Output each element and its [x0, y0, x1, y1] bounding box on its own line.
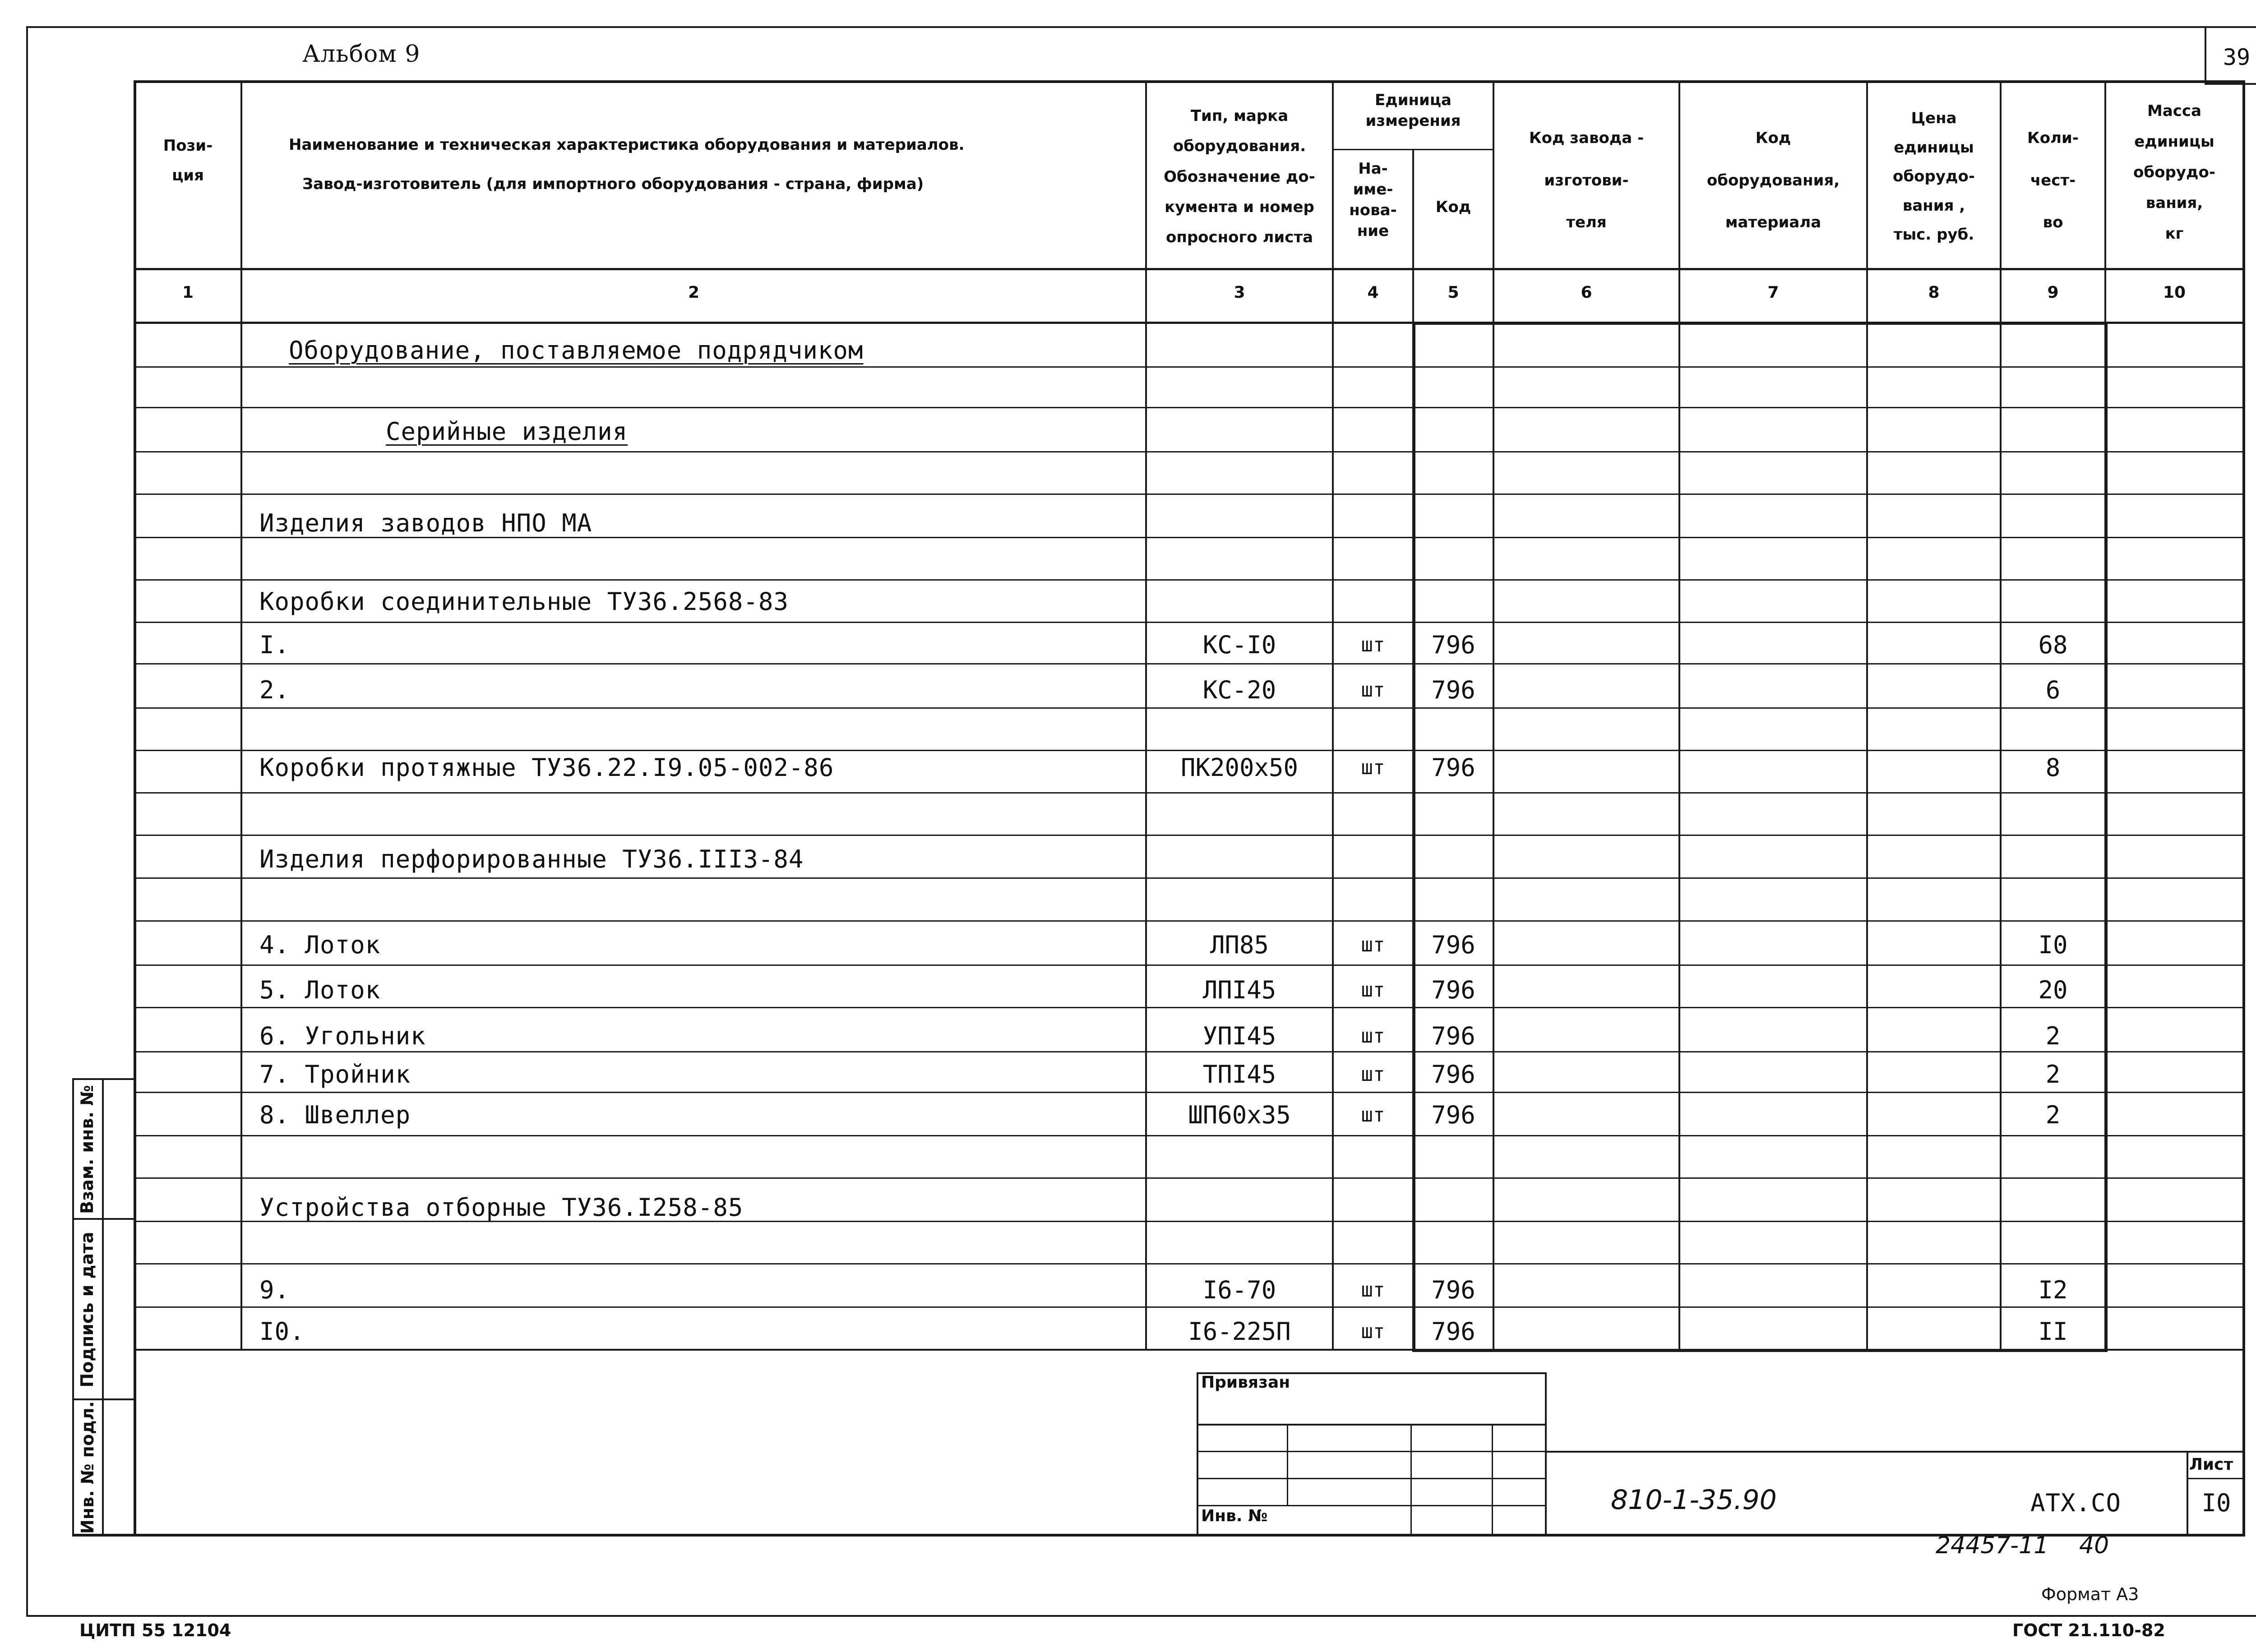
- hdr-c8: Цена единицы оборудо- вания , тыс. руб.: [1893, 109, 1975, 244]
- row-line: [134, 1051, 2245, 1052]
- row-line: [134, 494, 2245, 495]
- gost-label: ГОСТ 21.110-82: [2012, 1620, 2165, 1640]
- row-code: 796: [1431, 1101, 1475, 1129]
- col-line-7: [1866, 80, 1868, 1351]
- side-mid: [102, 1078, 104, 1537]
- row-line: [134, 964, 2245, 966]
- row-name: Изделия перфорированные ТУ36.III3-84: [259, 845, 804, 873]
- colnum-4: 4: [1367, 283, 1379, 302]
- row-name: Устройства отборные ТУ36.I258-85: [259, 1193, 744, 1222]
- row-line: [134, 622, 2245, 623]
- page-box-bottom: [2205, 83, 2256, 85]
- col-line-3: [1332, 80, 1334, 1351]
- col-line-6: [1678, 80, 1680, 1351]
- privyazan-label: Привязан: [1201, 1373, 1290, 1392]
- tb-row2: [1197, 1451, 1547, 1452]
- tb-c2: [1410, 1424, 1412, 1535]
- colnum-6: 6: [1581, 283, 1592, 302]
- album-label: Альбом 9: [302, 41, 421, 68]
- row-name: 5. Лоток: [259, 976, 381, 1004]
- row-unit: шт: [1361, 1103, 1385, 1126]
- row-name: Оборудование, поставляемое подрядчиком: [289, 336, 864, 365]
- row-type: КС-I0: [1202, 631, 1276, 659]
- row-qty: 2: [2045, 1022, 2061, 1050]
- row-line: [134, 579, 2245, 581]
- row-unit: шт: [1361, 1024, 1385, 1047]
- row-line: [134, 663, 2245, 664]
- hdr-c2: Наименование и техническая характеристика оборудования и материалов. Завод-изготовитель (для импортного оборудования - страна, фирма): [289, 136, 965, 193]
- sheet-number: I0: [2201, 1489, 2231, 1517]
- project-number: 810-1-35.90: [1611, 1484, 1777, 1516]
- row-line: [134, 750, 2245, 751]
- row-unit: шт: [1361, 1320, 1385, 1343]
- side-label-podpis: Подпись и дата: [77, 1232, 97, 1388]
- row-name: 9.: [259, 1276, 290, 1304]
- col-line-2: [1145, 80, 1147, 1351]
- table-bottom: [72, 1534, 2245, 1537]
- row-type: ШП60x35: [1188, 1101, 1291, 1129]
- hdr-c4: На- име- нова- ние: [1349, 160, 1397, 240]
- row-code: 796: [1431, 931, 1475, 959]
- table-top: [134, 80, 2245, 83]
- row-line: [134, 451, 2245, 452]
- row-type: I6-225П: [1188, 1317, 1291, 1346]
- tb-c4: [1545, 1372, 1547, 1535]
- row-name: 7. Тройник: [259, 1060, 411, 1089]
- row-type: ЛПI45: [1202, 976, 1276, 1004]
- col-line-4b: [1412, 323, 1415, 1352]
- row-type: ПК200x50: [1180, 753, 1299, 782]
- tb-row3: [1197, 1478, 1547, 1479]
- frame-top: [26, 26, 2256, 28]
- frame-left: [26, 26, 28, 1617]
- row-qty: I2: [2038, 1276, 2068, 1304]
- row-type: КС-20: [1202, 676, 1276, 704]
- row-unit: шт: [1361, 1063, 1385, 1086]
- row-qty: 8: [2045, 753, 2061, 782]
- hdr-c7: Код оборудования, материала: [1706, 129, 1840, 231]
- thick-box-top: [1412, 322, 2107, 325]
- row-name: Коробки соединительные ТУ36.2568-83: [259, 587, 789, 616]
- row-code: 796: [1431, 631, 1475, 659]
- colnum-9: 9: [2047, 283, 2059, 302]
- row-name: Коробки протяжные ТУ36.22.I9.05-002-86: [259, 753, 834, 782]
- handwritten-ref: 24457-11: [1936, 1532, 2049, 1559]
- row-line: [134, 920, 2245, 922]
- col-line-1: [240, 80, 242, 1351]
- hdr-c6: Код завода - изготови- теля: [1529, 129, 1644, 231]
- tb-left: [1197, 1372, 1198, 1535]
- tb-row4: [1197, 1505, 1547, 1506]
- format-label: Формат A3: [2041, 1584, 2139, 1604]
- row-line: [134, 1263, 2245, 1264]
- hdr-c5: Код: [1435, 198, 1471, 216]
- row-type: ЛП85: [1210, 931, 1269, 959]
- tb-c1: [1287, 1424, 1288, 1505]
- row-type: ТПI45: [1202, 1060, 1276, 1089]
- hdr-c9: Коли- чест- во: [2027, 129, 2079, 231]
- colnum-3: 3: [1234, 283, 1245, 302]
- page-number: 39: [2223, 44, 2251, 70]
- row-line: [134, 877, 2245, 879]
- header-bottom: [134, 268, 2245, 270]
- handwritten-ref-page: 40: [2079, 1532, 2109, 1559]
- col-line-8: [2000, 80, 2002, 1351]
- row-line: [134, 1135, 2245, 1136]
- hdr-c10: Масса единицы оборудо- вания, кг: [2133, 102, 2215, 243]
- col-line-5: [1493, 80, 1494, 1351]
- row-type: УПI45: [1202, 1022, 1276, 1050]
- row-qty: 6: [2045, 676, 2061, 704]
- colnum-8: 8: [1928, 283, 1940, 302]
- row-qty: 68: [2038, 631, 2068, 659]
- hdr-c1: Пози- ция: [163, 137, 213, 185]
- row-type: I6-70: [1202, 1276, 1276, 1304]
- hdr-c3: Тип, марка оборудования. Обозначение до- кумента и номер опросного листа: [1164, 107, 1315, 247]
- side-left: [72, 1078, 74, 1537]
- row-unit: шт: [1361, 978, 1385, 1001]
- row-code: 796: [1431, 1276, 1475, 1304]
- row-unit: шт: [1361, 1278, 1385, 1301]
- colnum-5: 5: [1447, 283, 1459, 302]
- row-line: [134, 1092, 2245, 1093]
- doc-code: ATX.CO: [2030, 1489, 2122, 1517]
- row-code: 796: [1431, 1060, 1475, 1089]
- frame-bottom: [26, 1615, 2256, 1617]
- row-qty: 20: [2038, 976, 2068, 1004]
- tb-list-split: [2187, 1478, 2245, 1479]
- tb-c3: [1492, 1424, 1493, 1535]
- colnum-1: 1: [182, 283, 194, 302]
- colnum-7: 7: [1767, 283, 1779, 302]
- row-line: [134, 835, 2245, 836]
- row-code: 796: [1431, 1317, 1475, 1346]
- row-line: [134, 407, 2245, 408]
- sheet-label: Лист: [2189, 1455, 2233, 1474]
- row-code: 796: [1431, 1022, 1475, 1050]
- row-line: [134, 707, 2245, 709]
- row-unit: шт: [1361, 756, 1385, 779]
- row-name: 4. Лоток: [259, 931, 381, 959]
- row-line: [134, 1177, 2245, 1179]
- row-name: I.: [259, 631, 290, 659]
- row-code: 796: [1431, 676, 1475, 704]
- row-line: [134, 1306, 2245, 1308]
- row-unit: шт: [1361, 633, 1385, 656]
- row-line: [134, 366, 2245, 368]
- row-name: Серийные изделия: [386, 417, 628, 446]
- side-label-inv: Инв. № подл.: [78, 1401, 97, 1534]
- row-name: I0.: [259, 1317, 305, 1346]
- col-line-9: [2104, 323, 2108, 1352]
- row-unit: шт: [1361, 678, 1385, 701]
- row-code: 796: [1431, 976, 1475, 1004]
- row-qty: 2: [2045, 1101, 2061, 1129]
- side-label-vzam: Взам. инв. №: [77, 1085, 97, 1214]
- row-qty: I0: [2038, 931, 2068, 959]
- row-line: [134, 792, 2245, 794]
- row-name: 8. Швеллер: [259, 1101, 411, 1129]
- row-qty: 2: [2045, 1060, 2061, 1089]
- row-name: 2.: [259, 676, 290, 704]
- row-code: 796: [1431, 753, 1475, 782]
- row-name: Изделия заводов НПО МА: [259, 509, 592, 537]
- row-qty: II: [2038, 1317, 2068, 1346]
- row-line: [134, 1007, 2245, 1008]
- table-body-end: [134, 1349, 2245, 1351]
- row-name: 6. Угольник: [259, 1022, 426, 1050]
- row-unit: шт: [1361, 933, 1385, 956]
- colnum-2: 2: [688, 283, 700, 302]
- tb-main-top: [1545, 1451, 2245, 1453]
- table-right: [2242, 80, 2245, 1537]
- tsitp-label: ЦИТП 55 12104: [79, 1620, 231, 1640]
- inv-no-label: Инв. №: [1201, 1507, 1268, 1525]
- tb-row1: [1197, 1424, 1547, 1426]
- hdr-unit: Единица измерения: [1365, 91, 1461, 130]
- colnum-10: 10: [2163, 283, 2186, 302]
